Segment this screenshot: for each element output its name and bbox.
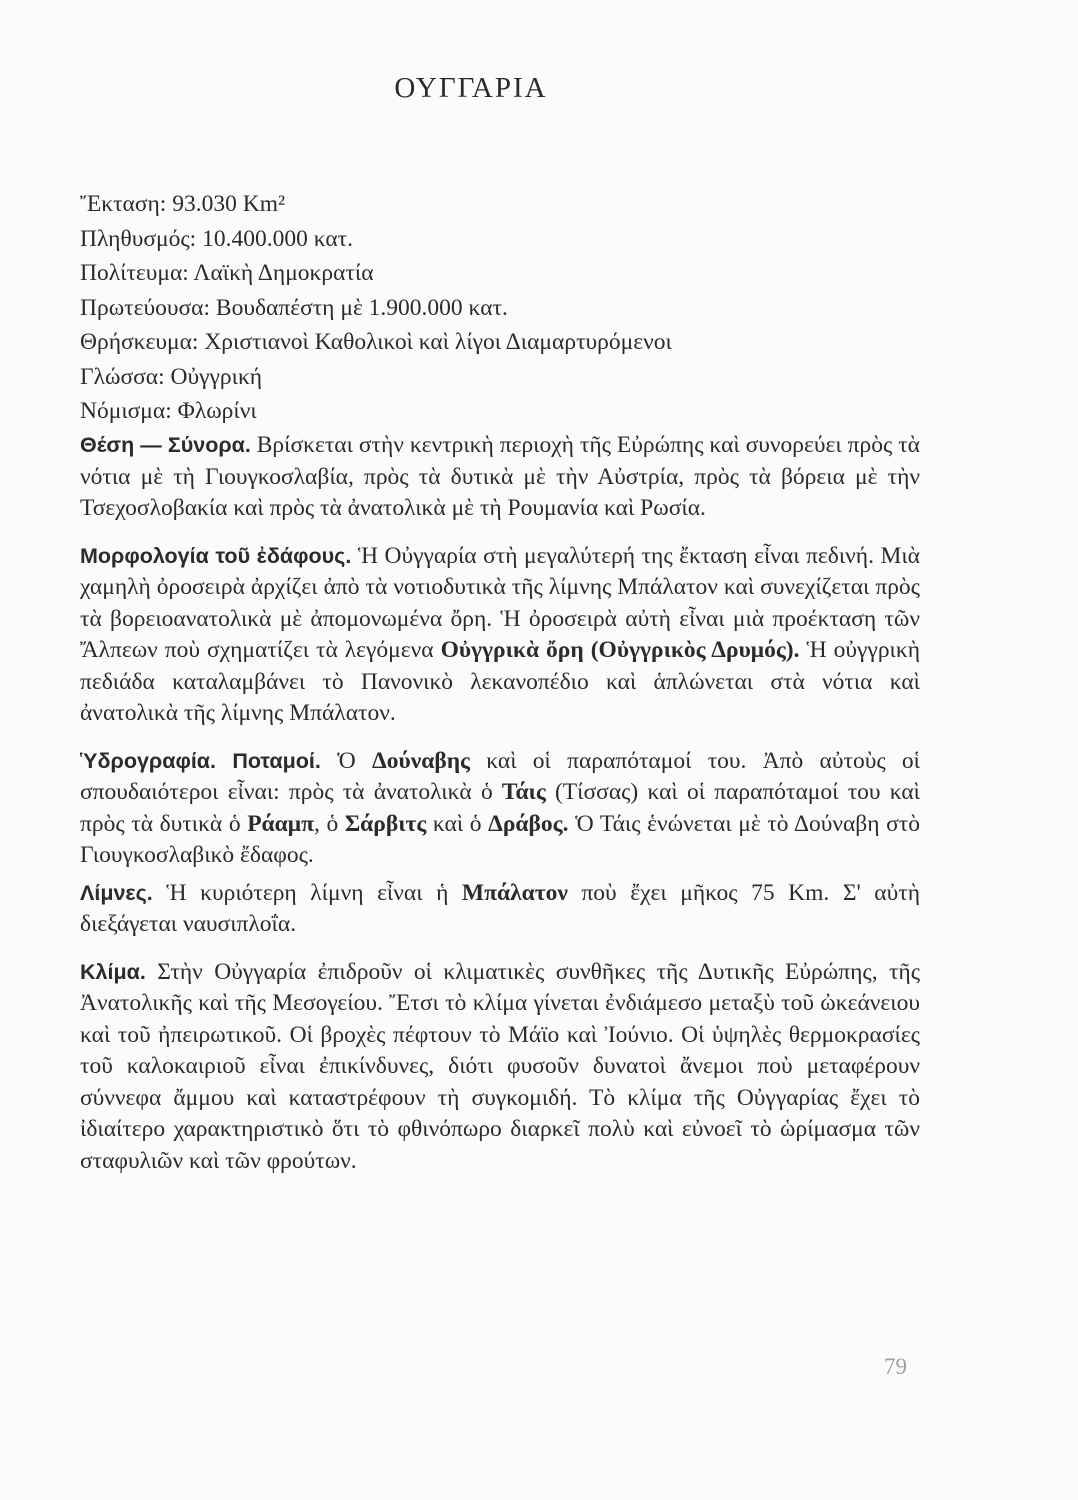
section-text: Ἡ κυριότερη λίμνη εἶναι ἡ bbox=[152, 879, 462, 906]
fact-label: Πολίτευμα: bbox=[80, 260, 194, 286]
fact-label: Ἔκταση: bbox=[80, 191, 173, 217]
section-text: Ὁ Τάις ἑνώνεται μὲ τὸ Δούναβη στὸ Γιουγκοσλαβικὸ ἔδαφος. bbox=[80, 810, 920, 868]
section-lakes bbox=[80, 878, 920, 941]
fact-area bbox=[80, 187, 672, 222]
section-heading: Μορφολογία τοῦ ἐδάφους. bbox=[80, 543, 352, 568]
fact-government bbox=[80, 256, 672, 291]
fact-label: Πληθυσμός: bbox=[80, 225, 203, 252]
section-text: ποὺ ἔχει μῆκος 75 Km. Σ' αὐτὴ διεξάγεται ναυσιπλοΐα. bbox=[80, 879, 920, 937]
section-text: Ἡ οὐγγρικὴ πεδιάδα καταλαμβάνει τὸ Πανονικὸ λεκανοπέδιο καὶ ἁπλώνεται στὰ νότια καὶ ἀνατολικὰ τῆς λίμνης Μπάλατον. bbox=[80, 637, 921, 726]
bold-term: Ράαμπ bbox=[247, 810, 314, 837]
section-heading: Λίμνες. bbox=[80, 880, 153, 905]
section-text: καὶ ὁ bbox=[426, 810, 489, 837]
fact-value: 10.400.000 κατ. bbox=[202, 225, 353, 252]
section-text: (Τίσσας) καὶ οἱ παραπόταμοί του καὶ πρὸς τὰ δυτικὰ ὁ bbox=[80, 779, 920, 837]
bold-term: Οὐγγρικὰ ὄρη (Οὐγγρικὸς Δρυμός). bbox=[440, 637, 800, 663]
bold-term: Σάρβιτς bbox=[344, 810, 427, 837]
fact-value: Λαϊκὴ Δημοκρατία bbox=[193, 260, 374, 286]
page-title: ΟΥΓΓΑΡΙΑ bbox=[394, 72, 548, 104]
section-borders bbox=[80, 430, 920, 525]
fact-religion bbox=[80, 325, 672, 360]
fact-value: Χριστιανοὶ Καθολικοὶ καὶ λίγοι Διαμαρτυρόμενοι bbox=[204, 329, 672, 355]
country-facts-list bbox=[80, 187, 672, 429]
fact-value: 93.030 Km² bbox=[172, 191, 286, 217]
bold-term: Δράβος. bbox=[488, 810, 569, 837]
section-text: Βρίσκεται στὴν κεντρικὴ περιοχὴ τῆς Εὐρώπης καὶ συνορεύει πρὸς τὰ νότια μὲ τὴ Γιουγκοσλαβία, πρὸς τὰ δυτικὰ μὲ τὴν Αὐστρία, πρὸς τὰ βόρεια μὲ τὴν Τσεχοσλοβακία καὶ πρὸς τὰ ἀνατολικὰ μὲ τὴ Ρουμανία καὶ Ρωσία. bbox=[80, 432, 920, 521]
section-text: Ἡ Οὐγγαρία στὴ μεγαλύτερή της ἔκταση εἶναι πεδινή. Μιὰ χαμηλὴ ὀροσειρὰ ἀρχίζει ἀπὸ τὰ νοτιοδυτικὰ τῆς λίμνης Μπάλατον καὶ συνεχίζεται πρὸς τὰ βορειοανατολικὰ μὲ ἀπομονωμένα ὄρη. Ἡ ὀροσειρὰ αὐτὴ εἶναι μιὰ προέκταση τῶν Ἄλπεων ποὺ σχηματίζει τὰ λεγόμενα bbox=[80, 542, 920, 663]
fact-language bbox=[80, 360, 672, 395]
section-text: Στὴν Οὐγγαρία ἐπιδροῦν οἱ κλιματικὲς συνθῆκες τῆς Δυτικῆς Εὐρώπης, τῆς Ἀνατολικῆς καὶ τῆς Μεσογείου. Ἔτσι τὸ κλίμα γίνεται ἐνδιάμεσο μεταξὺ τοῦ ὠκεάνειου καὶ τοῦ ἠπειρωτικοῦ. Οἱ βροχὲς πέφτουν τὸ Μάϊο καὶ Ἰούνιο. Οἱ ὑψηλὲς θερμοκρασίες τοῦ καλοκαιριοῦ εἶναι ἐπικίνδυνες, διότι φυσοῦν δυνατοὶ ἄνεμοι ποὺ μεταφέρουν σύννεφα ἄμμου καὶ καταστρέφουν τὴ συγκομιδή. Τὸ κλίμα τῆς Οὐγγαρίας ἔχει τὸ ἰδιαίτερο χαρακτηριστικὸ ὅτι τὸ φθινόπωρο διαρκεῖ πολὺ καὶ εὐνοεῖ τὸ ὡρίμασμα τῶν σταφυλιῶν καὶ τῶν φρούτων. bbox=[80, 958, 920, 1174]
fact-label: Θρήσκευμα: bbox=[80, 329, 205, 355]
fact-value: Οὐγγρική bbox=[170, 363, 263, 390]
fact-value: Βουδαπέστη μὲ 1.900.000 κατ. bbox=[215, 294, 508, 321]
section-hydrography bbox=[80, 746, 920, 872]
section-text: , ὁ bbox=[313, 810, 345, 837]
section-heading: Ὑδρογραφία. Ποταμοί. bbox=[80, 748, 321, 773]
section-text: καὶ οἱ παραπόταμοί του. Ἀπὸ αὐτοὺς οἱ σπουδαιότεροι εἶναι: πρὸς τὰ ἀνατολικὰ ὁ bbox=[80, 747, 920, 805]
section-text: Ὁ bbox=[320, 747, 373, 774]
body-sections bbox=[80, 430, 920, 1177]
section-morphology bbox=[80, 541, 920, 730]
page-number: 79 bbox=[884, 1354, 907, 1379]
bold-term: Δούναβης bbox=[372, 747, 470, 774]
bold-term: Μπάλατον bbox=[461, 879, 568, 906]
fact-currency bbox=[80, 394, 672, 429]
section-climate bbox=[80, 957, 920, 1178]
fact-capital bbox=[80, 291, 672, 326]
fact-population bbox=[80, 222, 672, 257]
bold-term: Τάις bbox=[501, 779, 546, 805]
fact-value: Φλωρίνι bbox=[177, 398, 257, 424]
section-heading: Θέση — Σύνορα. bbox=[80, 433, 251, 457]
fact-label: Πρωτεύουσα: bbox=[80, 294, 216, 321]
fact-label: Νόμισμα: bbox=[80, 398, 178, 424]
fact-label: Γλώσσα: bbox=[80, 363, 171, 390]
section-heading: Κλίμα. bbox=[80, 959, 146, 984]
